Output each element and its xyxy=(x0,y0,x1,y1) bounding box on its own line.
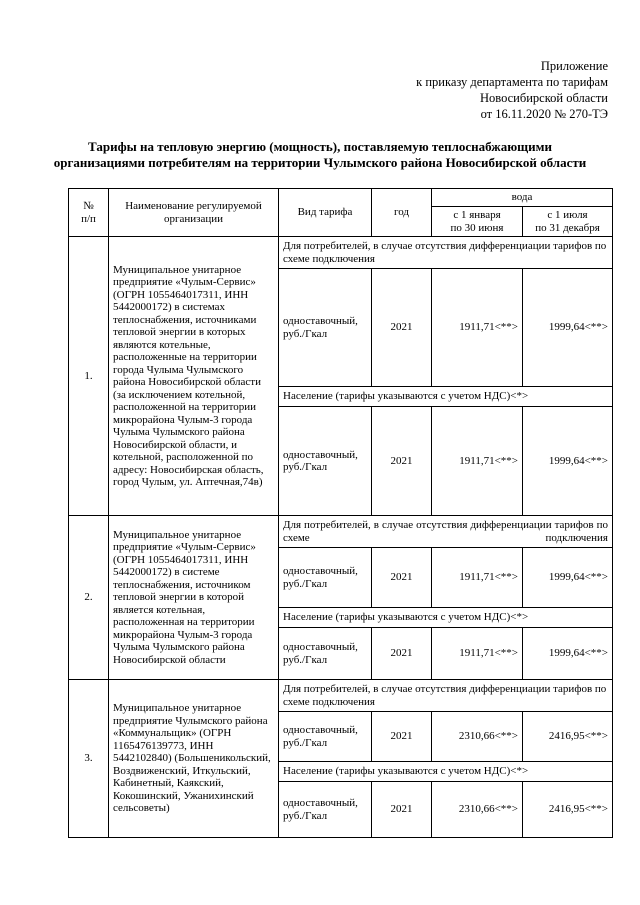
tariff-year: 2021 xyxy=(372,269,432,387)
document-title xyxy=(30,139,610,171)
consumers-label: Для потребителей, в случае отсутствия дифференциации тарифов по схеме подключения xyxy=(279,680,613,712)
tariff-value-h2: 2416,95<**> xyxy=(523,782,613,838)
header-row xyxy=(69,189,613,207)
table-row xyxy=(69,680,613,712)
table-row xyxy=(69,516,613,548)
consumers-label: Для потребителей, в случае отсутствия дифференциации тарифов по схеме подключения xyxy=(279,237,613,269)
tariff-type: одноставочный, руб./Гкал xyxy=(279,782,372,838)
appendix-line: к приказу департамента по тарифам xyxy=(416,75,608,89)
table-row xyxy=(69,237,613,269)
population-label: Население (тарифы указываются с учетом НДС)<*> xyxy=(279,387,613,407)
tariff-value-h2: 1999,64<**> xyxy=(523,269,613,387)
title-line: Тарифы на тепловую энергию (мощность), поставляемую теплоснабжающими xyxy=(88,139,552,154)
tariff-value-h1: 2310,66<**> xyxy=(432,782,523,838)
header-num: № п/п xyxy=(69,189,109,237)
tariff-type: одноставочный, руб./Гкал xyxy=(279,269,372,387)
consumers-label: Для потребителей, в случае отсутствия дифференциации тарифов по схеме подключения xyxy=(279,516,613,548)
tariff-value-h1: 2310,66<**> xyxy=(432,712,523,762)
row-number: 2. xyxy=(69,516,109,680)
org-name: Муниципальное унитарное предприятие Чулымского района «Коммунальщик» (ОГРН 1165476139773, ИНН 5442102840) (Большеникольский, Воздвиженский, Иткульский, Кабинетный, Каякский, Кокошинский, Ужанихинский сельсоветы) xyxy=(109,680,279,838)
header-type: Вид тарифа xyxy=(279,189,372,237)
header-year: год xyxy=(372,189,432,237)
org-name: Муниципальное унитарное предприятие «Чулым-Сервис» (ОГРН 1055464017311, ИНН 5442000172) в системах теплоснабжения, источниками тепловой энергии в которых являются котельные, расположенные на территории города Чулыма Чулымского района Новосибирской области (за исключением котельной, расположенной на территории микрорайона Чулым-3 города Чулыма Чулымского района Новосибирской области, и котельной, расположенной по адресу: Новосибирская область, город Чулым, ул. Аптечная,74в) xyxy=(109,237,279,516)
appendix-line: Приложение xyxy=(540,59,608,73)
appendix-line: Новосибирской области xyxy=(479,91,608,105)
tariff-year: 2021 xyxy=(372,407,432,516)
tariff-value-h2: 1999,64<**> xyxy=(523,407,613,516)
tariff-type: одноставочный, руб./Гкал xyxy=(279,548,372,608)
tariff-year: 2021 xyxy=(372,782,432,838)
tariff-value-h2: 2416,95<**> xyxy=(523,712,613,762)
row-number: 1. xyxy=(69,237,109,516)
tariff-year: 2021 xyxy=(372,628,432,680)
tariff-type: одноставочный, руб./Гкал xyxy=(279,712,372,762)
tariff-value-h1: 1911,71<**> xyxy=(432,548,523,608)
tariff-year: 2021 xyxy=(372,712,432,762)
tariff-value-h2: 1999,64<**> xyxy=(523,548,613,608)
appendix-order-date: от 16.11.2020 № 270-ТЭ xyxy=(480,107,608,121)
header-water: вода xyxy=(432,189,613,207)
header-period-1: с 1 января по 30 июня xyxy=(432,207,523,237)
appendix-block xyxy=(416,58,608,122)
tariff-table xyxy=(68,188,613,838)
tariff-value-h1: 1911,71<**> xyxy=(432,628,523,680)
tariff-type: одноставочный, руб./Гкал xyxy=(279,628,372,680)
header-org: Наименование регулируемой организации xyxy=(109,189,279,237)
tariff-type: одноставочный, руб./Гкал xyxy=(279,407,372,516)
tariff-value-h1: 1911,71<**> xyxy=(432,269,523,387)
tariff-value-h1: 1911,71<**> xyxy=(432,407,523,516)
title-line: организациями потребителям на территории Чулымского района Новосибирской области xyxy=(53,155,587,170)
row-number: 3. xyxy=(69,680,109,838)
org-name: Муниципальное унитарное предприятие «Чулым-Сервис» (ОГРН 1055464017311, ИНН 5442000172) в системе теплоснабжения, источником тепловой энергии в которой является котельная, расположенная на территории микрорайона Чулым-3 города Чулыма Чулымского района Новосибирской области xyxy=(109,516,279,680)
population-label: Население (тарифы указываются с учетом НДС)<*> xyxy=(279,762,613,782)
header-period-2: с 1 июля по 31 декабря xyxy=(523,207,613,237)
tariff-value-h2: 1999,64<**> xyxy=(523,628,613,680)
tariff-year: 2021 xyxy=(372,548,432,608)
population-label: Население (тарифы указываются с учетом НДС)<*> xyxy=(279,608,613,628)
